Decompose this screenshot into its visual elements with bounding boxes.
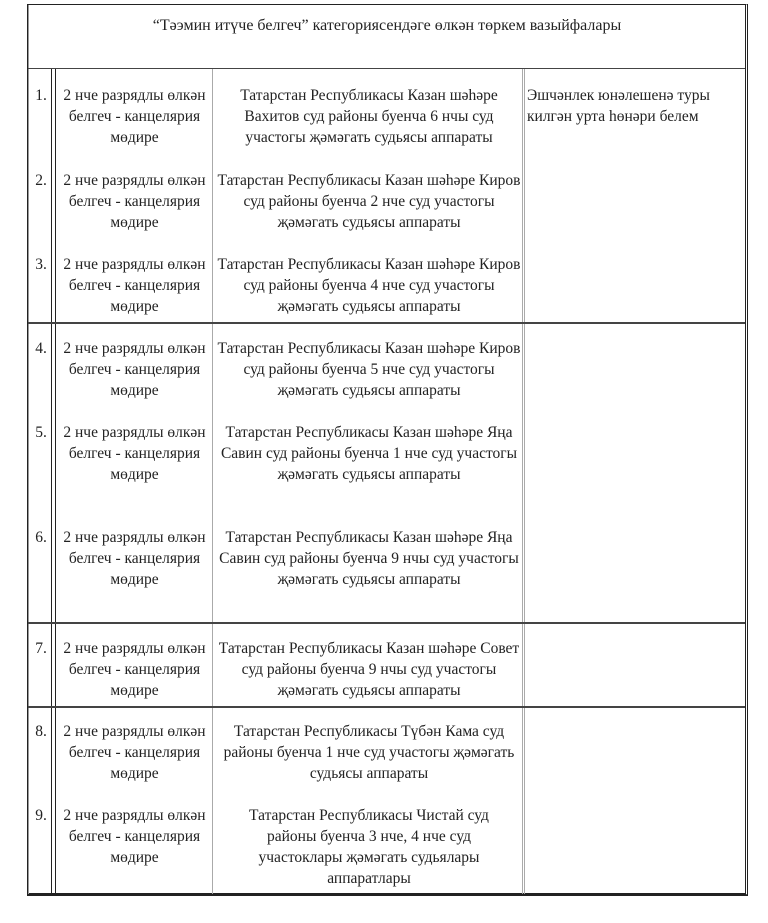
position-title: 2 нче разрядлы өлкән белгеч - канцелярия мөдире (63, 640, 206, 699)
organization: Татарстан Республикасы Казан шәһәре Киров суд районы буенча 4 нче суд участогы җәмәгать судьясы аппараты (217, 256, 521, 315)
row-number: 2. (35, 172, 47, 189)
education-requirement: Эшчәнлек юнәлешенә туры килгән урта һөнәри белем (527, 87, 710, 125)
row-number: 6. (35, 529, 47, 546)
position-title: 2 нче разрядлы өлкән белгеч - канцелярия мөдире (63, 807, 206, 866)
row-number: 4. (35, 340, 47, 357)
row-number: 8. (35, 723, 47, 740)
row-number: 3. (35, 256, 47, 273)
position-title: 2 нче разрядлы өлкән белгеч - канцелярия мөдире (63, 256, 206, 315)
organization: Татарстан Республикасы Казан шәһәре Яңа Савин суд районы буенча 9 нчы суд участогы җәмәгать судьясы аппараты (219, 529, 519, 588)
positions-table (27, 4, 748, 896)
row-number: 7. (35, 640, 47, 657)
organization: Татарстан Республикасы Казан шәһәре Совет суд районы буенча 9 нчы суд участогы җәмәгать судьясы аппараты (218, 640, 520, 699)
position-title: 2 нче разрядлы өлкән белгеч - канцелярия мөдире (63, 529, 206, 588)
organization: Татарстан Республикасы Казан шәһәре Яңа Савин суд районы буенча 1 нче суд участогы җәмәгать судьясы аппараты (220, 424, 518, 483)
position-title: 2 нче разрядлы өлкән белгеч - канцелярия мөдире (63, 424, 206, 483)
organization: Татарстан Республикасы Казан шәһәре Киров суд районы буенча 2 нче суд участогы җәмәгать судьясы аппараты (217, 172, 521, 231)
position-title: 2 нче разрядлы өлкән белгеч - канцелярия мөдире (63, 172, 206, 231)
organization: Татарстан Республикасы Түбән Кама суд районы буенча 1 нче суд участогы җәмәгать судьясы аппараты (223, 723, 515, 782)
position-title: 2 нче разрядлы өлкән белгеч - канцелярия мөдире (63, 723, 206, 782)
organization: Татарстан Республикасы Казан шәһәре Вахитов суд районы буенча 6 нчы суд участогы җәмәгать судьясы аппараты (240, 87, 498, 146)
row-number: 5. (35, 424, 47, 441)
position-title: 2 нче разрядлы өлкән белгеч - канцелярия мөдире (63, 87, 206, 146)
table-title: “Тәэмин итүче белгеч” категориясендәге өлкән төркем вазыйфалары (28, 5, 745, 69)
organization: Татарстан Республикасы Казан шәһәре Киров суд районы буенча 5 нче суд участогы җәмәгать судьясы аппараты (217, 340, 521, 399)
organization: Татарстан Республикасы Чистай суд районы буенча 3 нче, 4 нче суд участоклары җәмәгать судьялары аппаратлары (249, 807, 489, 887)
row-number: 1. (35, 87, 47, 104)
row-number: 9. (35, 807, 47, 824)
position-title: 2 нче разрядлы өлкән белгеч - канцелярия мөдире (63, 340, 206, 399)
